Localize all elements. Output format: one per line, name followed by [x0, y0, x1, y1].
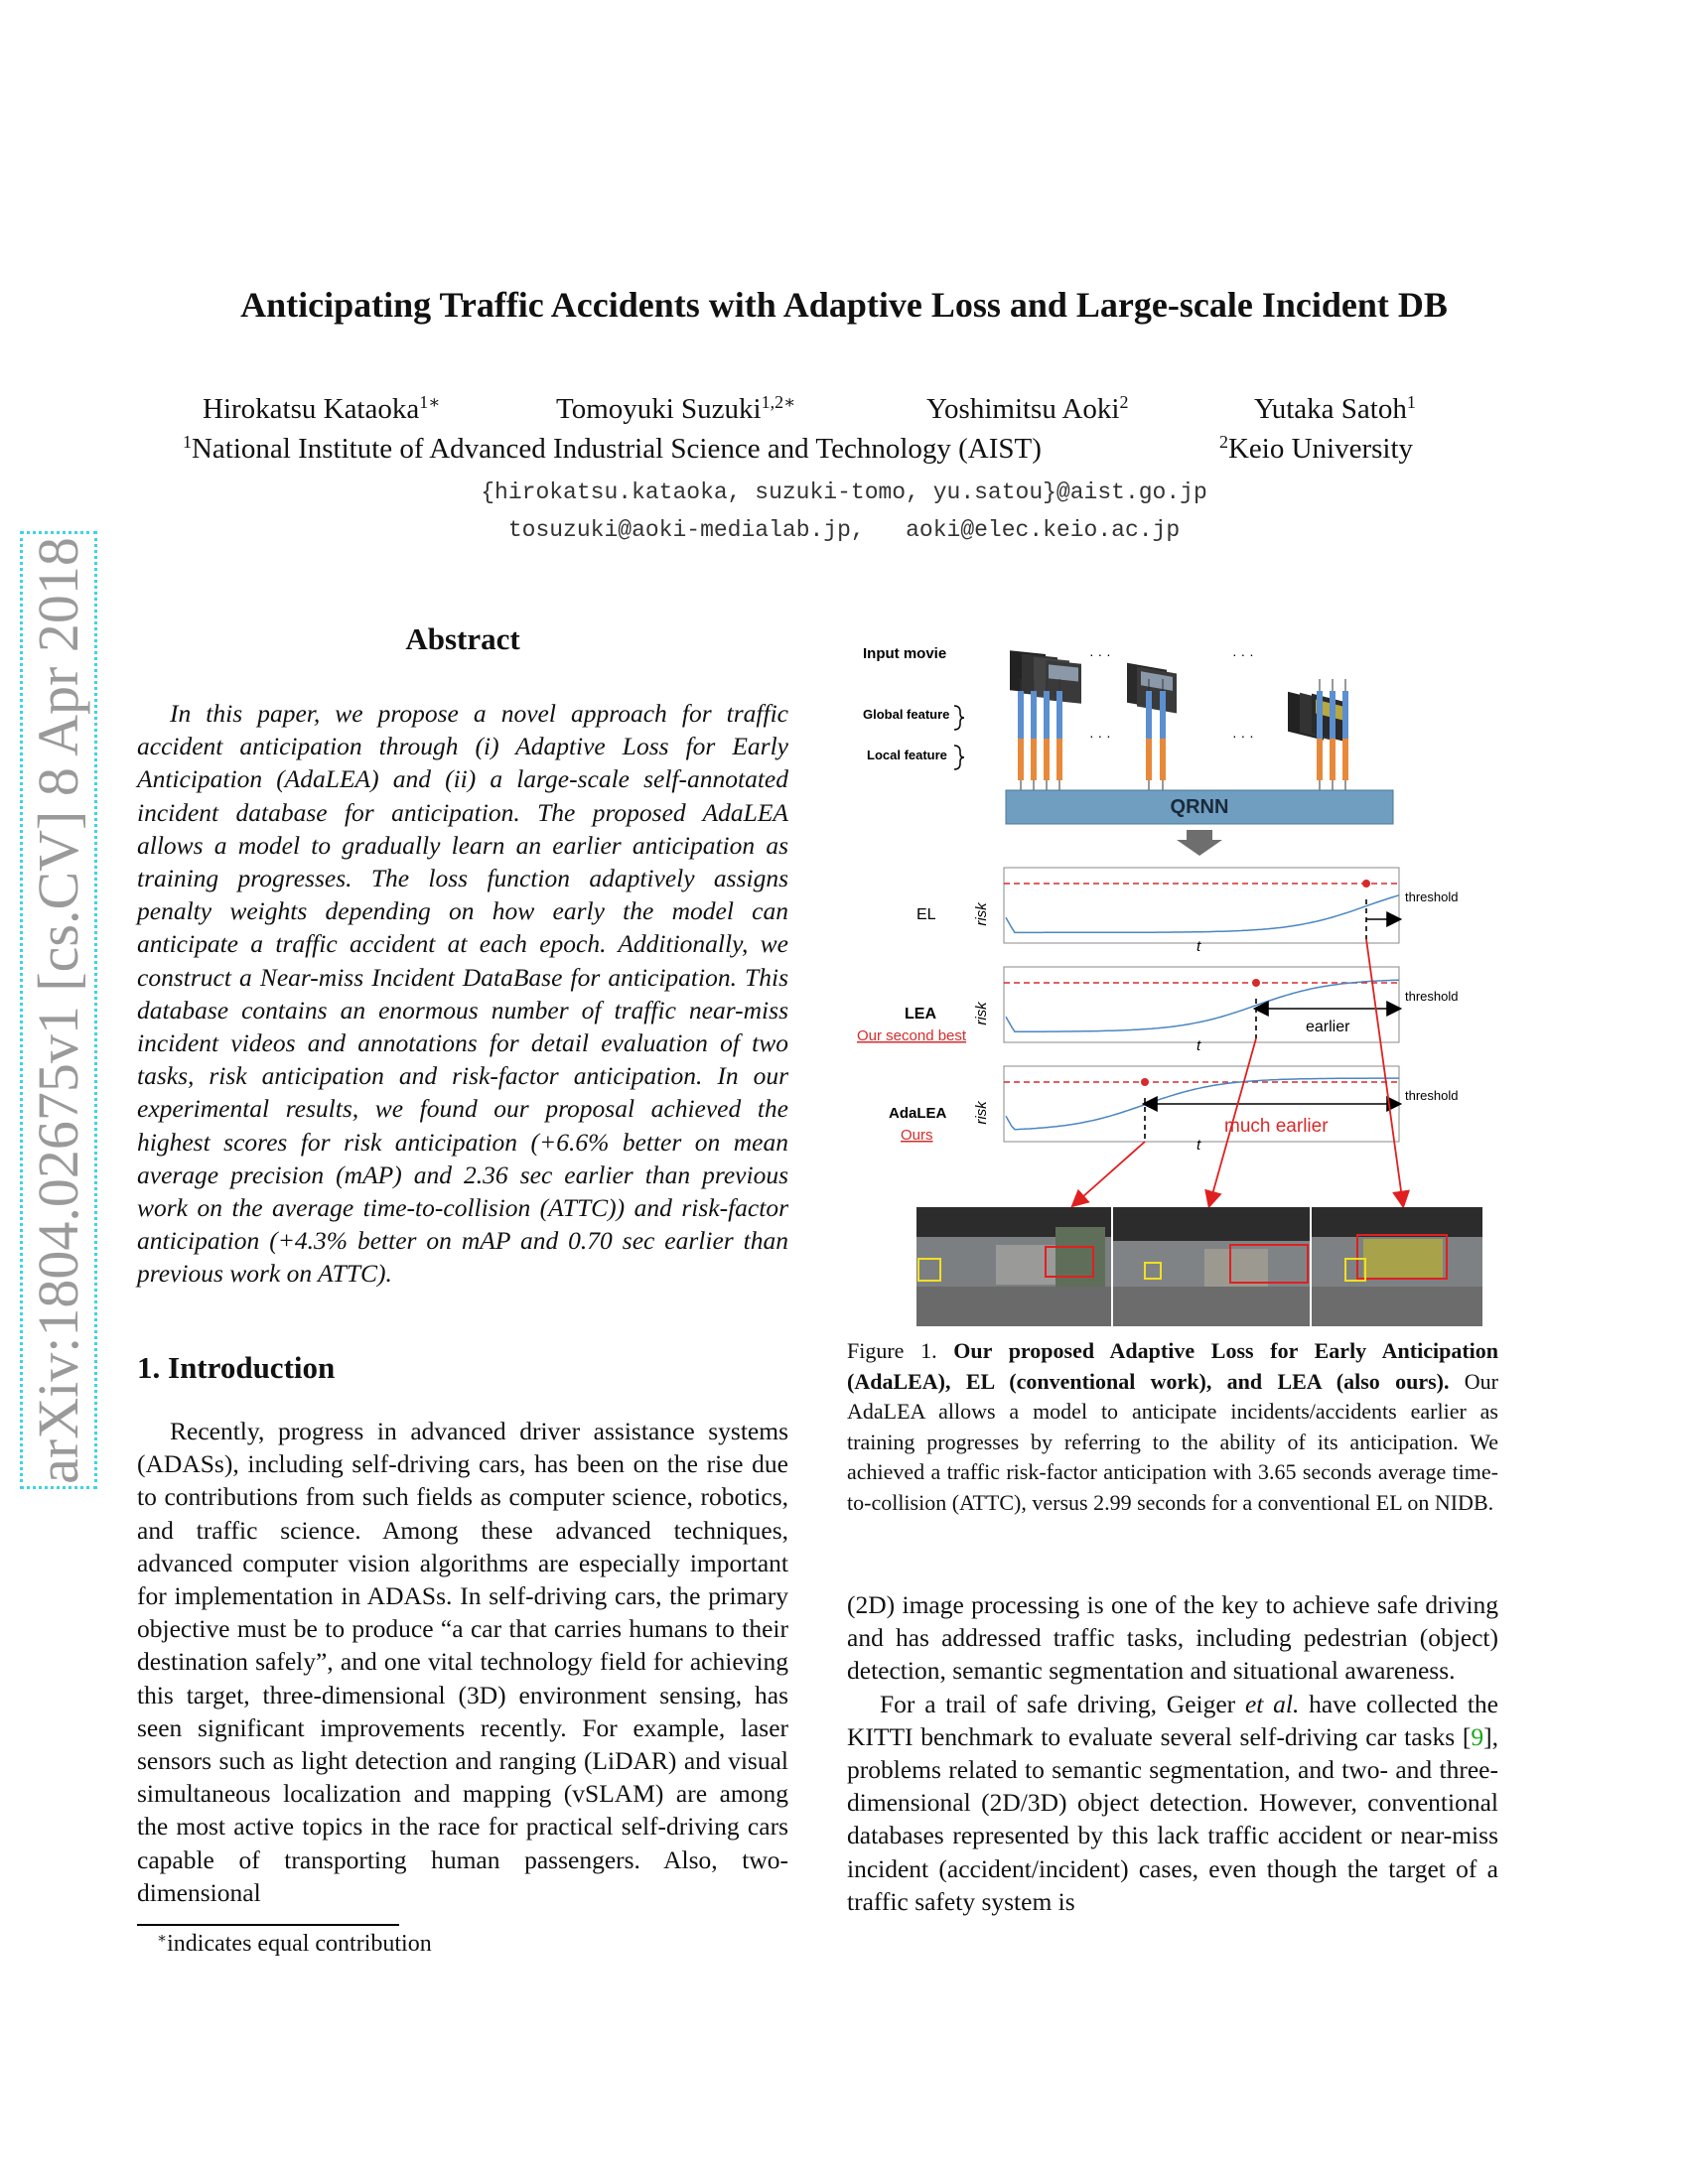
local-feature-bar [1056, 739, 1062, 780]
x-axis-label: t [1196, 1137, 1201, 1154]
caption-label: Figure 1. [847, 1338, 954, 1363]
abstract-paragraph: In this paper, we propose a novel approach for traffic accident anticipation through (i) Adaptive Loss for Early Anticipation (AdaLEA) and (ii) a large-scale self-annotated incident database for anticipation. The proposed AdaLEA allows a model to gradually learn an earlier anticipation as training progresses. The loss function adaptively assigns penalty weights depending on how early the model can anticipate a traffic accident at each epoch. Additionally, we construct a Near-miss Incident DataBase for anticipation. This database contains an enormous number of traffic near-miss incident videos and annotations for detail evaluation of two tasks, risk anticipation and risk-factor anticipation. In our experimental results, we found our proposal achieved the highest scores for risk anticipation (+6.6% better on mean average precision (mAP) and 2.36 sec earlier than previous work on the average time-to-collision (ATTC)) and risk-factor anticipation (+4.3% better on mAP and 0.70 sec earlier than previous work on ATTC). [137, 699, 788, 1289]
x-axis-label: t [1196, 1037, 1201, 1054]
adalea-cross-point [1141, 1078, 1149, 1086]
author-sup: 1∗ [419, 392, 441, 413]
global-feature-bar [1056, 691, 1062, 739]
email-line-1: {hirokatsu.kataoka, suzuki-tomo, yu.satou}@aist.go.jp [481, 479, 1207, 505]
author-name: Yutaka Satoh [1254, 393, 1407, 425]
adalea-frame-arrow [1073, 1142, 1145, 1205]
qrnn-label: QRNN [1170, 796, 1229, 818]
local-feature-bar [1146, 739, 1152, 780]
frame-3 [1312, 1207, 1482, 1326]
text-run: ], problems related to semantic segmentation, and two- and three-dimensional (2D/3D) object detection. However, conventional databases represented by this lack traffic accident or near-miss incident (accident/incident) cases, even though the target of a traffic safety system is [847, 1721, 1498, 1916]
author-name: Hirokatsu Kataoka [203, 393, 420, 425]
intro-paragraph: Recently, progress in advanced driver assistance systems (ADASs), including self-driving cars, has been on the rise due to contributions from such fields as computer science, robotics, and traffic science. Among these advanced techniques, advanced computer vision algorithms are especially important for implementation in ADASs. In self-driving cars, the primary objective must be to produce “a car that carries humans to their destination safely”, and one vital technology field for achieving this target, three-dimensional (3D) environment sensing, has seen significant improvements recently. For example, laser sensors such as light detection and ranging (LiDAR) and visual simultaneous localization and mapping (vSLAM) are among the most active topics in the race for practical self-driving cars capable of transporting human passengers. Also, two-dimensional [137, 1417, 788, 1907]
author-sup: 1 [1406, 392, 1416, 413]
email-line-2: tosuzuki@aoki-medialab.jp, aoki@elec.keio.ac.jp [507, 517, 1181, 543]
global-feature-bar [1342, 691, 1348, 739]
local-feature-bar [1317, 739, 1323, 780]
adalea-sublabel: Ours [901, 1127, 933, 1144]
intro-heading: 1. Introduction [137, 1350, 336, 1385]
risk-plots [1004, 868, 1399, 1142]
arxiv-stamp: arXiv:1804.02675v1 [cs.CV] 8 Apr 2018 [26, 537, 90, 1484]
much-earlier-label: much earlier [1224, 1116, 1329, 1137]
input-movie-label: Input movie [863, 645, 947, 662]
text-run: have collected the KITTI benchmark to evaluate several self-driving car tasks [ [847, 1689, 1498, 1751]
global-feature-bar [1146, 691, 1152, 739]
affiliation-sup: 1 [183, 432, 192, 453]
ellipsis: · · · [1232, 646, 1254, 662]
global-brace [954, 706, 964, 730]
affiliation-2 [1219, 433, 1413, 466]
local-feature-bar [1044, 739, 1050, 780]
global-feature-bar [1330, 691, 1336, 739]
kitti-paragraph [847, 1688, 1498, 1918]
global-feature-bar [1018, 691, 1024, 739]
local-brace [954, 746, 964, 769]
frame-1 [916, 1207, 1111, 1326]
affiliation-name: Keio University [1227, 433, 1414, 465]
footnote-mark: ∗ [157, 1930, 168, 1947]
adalea-label: AdaLEA [889, 1105, 947, 1122]
global-feature-bar [1317, 691, 1323, 739]
local-feature-bar [1031, 739, 1037, 780]
caption-bold: Our proposed Adaptive Loss for Early Anticipation (AdaLEA), EL (conventional work), and LEA (also ours). [847, 1338, 1498, 1394]
intro-text [137, 1415, 788, 1909]
local-feature-bar [1018, 739, 1024, 780]
figure-caption [847, 1336, 1498, 1518]
lea-cross-point [1252, 979, 1260, 987]
abstract-heading: Abstract [405, 621, 520, 656]
global-feature-bar [1160, 691, 1166, 739]
local-feature-bar [1342, 739, 1348, 780]
local-feature-bar [1160, 739, 1166, 780]
paper-title: Anticipating Traffic Accidents with Adaptive Loss and Large-scale Incident DB [240, 285, 1448, 325]
threshold-label: threshold [1405, 1088, 1459, 1103]
local-feature-label: Local feature [867, 748, 947, 762]
footnote-text: indicates equal contribution [167, 1931, 432, 1957]
author-name: Tomoyuki Suzuki [556, 393, 762, 425]
caption-text: Our AdaLEA allows a model to anticipate incidents/accidents earlier as training progresses by referring to the ability of its anticipation. We achieved a traffic risk-factor anticipation with 3.65 seconds average time-to-collision (ATTC), versus 2.99 seconds for a conventional EL on NIDB. [847, 1368, 1499, 1515]
down-arrow-icon [1177, 830, 1222, 856]
ellipsis: · · · [1232, 728, 1254, 744]
threshold-label: threshold [1405, 889, 1459, 904]
earlier-label: earlier [1306, 1019, 1350, 1035]
author-3 [926, 393, 1128, 426]
local-feature-bar [1330, 739, 1336, 780]
el-label: EL [916, 906, 936, 923]
ellipsis: · · · [1089, 646, 1111, 662]
author-name: Yoshimitsu Aoki [926, 393, 1120, 425]
global-feature-bar [1044, 691, 1050, 739]
el-cross-point [1362, 880, 1370, 887]
author-1 [203, 393, 440, 426]
citation-link[interactable]: 9 [1471, 1721, 1484, 1751]
y-axis-label: risk [973, 1101, 990, 1125]
et-al: et al. [1244, 1689, 1300, 1718]
author-sup: 2 [1119, 392, 1129, 413]
threshold-label: threshold [1405, 989, 1459, 1004]
abstract-text [137, 697, 788, 1291]
lea-label: LEA [905, 1006, 936, 1023]
affiliation-1 [183, 433, 1042, 466]
continuation-paragraph: (2D) image processing is one of the key to achieve safe driving and has addressed traffic tasks, including pedestrian (object) detection, semantic segmentation and situational awareness. [847, 1590, 1498, 1686]
right-column-text [847, 1588, 1498, 1918]
y-axis-label: risk [973, 902, 990, 926]
footnote [157, 1931, 432, 1958]
lea-sublabel: Our second best [857, 1027, 967, 1044]
frame-2 [1113, 1207, 1310, 1326]
x-axis-label: t [1196, 938, 1201, 955]
author-4 [1254, 393, 1416, 426]
global-feature-bar [1031, 691, 1037, 739]
ellipsis: · · · [1089, 728, 1111, 744]
footnote-rule [137, 1924, 399, 1926]
author-2 [556, 393, 795, 426]
y-axis-label: risk [973, 1002, 990, 1025]
affiliation-name: National Institute of Advanced Industrial Science and Technology (AIST) [191, 433, 1042, 465]
figure-1 [847, 631, 1498, 1326]
affiliation-sup: 2 [1219, 432, 1228, 453]
author-sup: 1,2∗ [761, 392, 796, 413]
video-frames [916, 1207, 1482, 1326]
text-run: For a trail of safe driving, Geiger [880, 1689, 1245, 1718]
global-feature-label: Global feature [863, 707, 950, 722]
